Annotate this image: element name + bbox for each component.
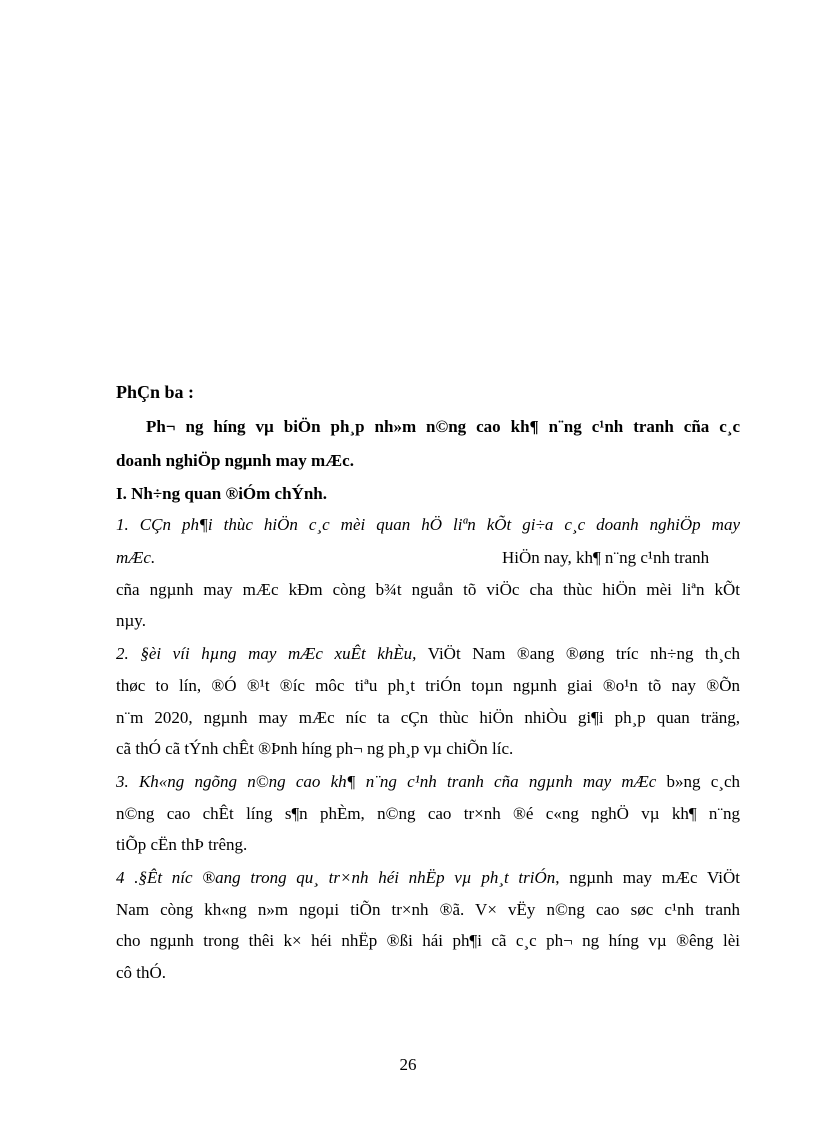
item-1-text-2: HiÖn nay, kh¶ n¨ng c¹nh tranh	[502, 548, 710, 567]
item-2-line-3: n¨m 2020, ngµnh may mÆc níc ta cÇn thùc hiÖn nhiÒu gi¶i ph¸p quan träng,	[116, 708, 740, 727]
item-4-text-1: , ngµnh may mÆc ViÖt	[555, 868, 740, 887]
item-2-line-1	[116, 644, 740, 664]
item-4-lead: 4 .§Êt níc ®ang trong qu¸ tr×nh héi nhËp vµ ph¸t triÓn	[116, 868, 556, 887]
item-1-lead-line-1: 1. CÇn ph¶i thùc hiÖn c¸c mèi quan hÖ liªn kÕt gi÷a c¸c doanh nghiÖp may	[116, 515, 740, 534]
item-2-text-1: ViÖt Nam ®ang ®øng tríc nh÷ng th¸ch	[416, 644, 740, 663]
item-4-line-4: cô thÓ.	[116, 963, 167, 982]
item-3-line-3: tiÕp cËn thÞ trêng.	[116, 835, 248, 854]
item-1-line-3: cña ngµnh may mÆc kÐm còng b¾t nguån tõ viÖc cha thùc hiÖn mèi liªn kÕt	[116, 580, 740, 599]
part-heading: I. Nh÷ng quan ®iÓm chÝnh.	[116, 484, 327, 503]
item-3-line-2: n©ng cao chÊt líng s¶n phÈm, n©ng cao tr×nh ®é c«ng nghÖ vµ kh¶ n¨ng	[116, 804, 740, 823]
chapter-title-line-1: Ph¬ ng híng vµ biÖn ph¸p nh»m n©ng cao kh¶ n¨ng c¹nh tranh cña c¸c	[146, 417, 740, 436]
item-1-lead-line-2: mÆc.	[116, 548, 156, 567]
item-2-line-2: thøc to lín, ®Ó ®¹t ®íc môc tiªu ph¸t triÓn toµn ngµnh giai ®o¹n tõ nay ®Õn	[116, 676, 740, 695]
item-3-lead: 3. Kh«ng ngõng n©ng cao kh¶ n¨ng c¹nh tranh cña ngµnh may mÆc	[116, 772, 657, 791]
page-number: 26	[399, 1055, 417, 1074]
section-title: PhÇn ba :	[116, 382, 195, 402]
item-3-line-1	[116, 772, 740, 792]
item-4-line-2: Nam còng kh«ng n»m ngoµi tiÕn tr×nh ®ã. V× vËy n©ng cao søc c¹nh tranh	[116, 900, 740, 919]
item-2-line-4: cã thÓ cã tÝnh chÊt ®Þnh híng ph¬ ng ph¸p vµ chiÕn líc.	[116, 739, 514, 758]
item-4-line-1	[116, 868, 740, 888]
item-2-lead: 2. §èi víi hµng may mÆc xuÊt khÈu,	[116, 644, 417, 663]
item-4-line-3: cho ngµnh trong thêi k× héi nhËp ®ßi hái ph¶i cã c¸c ph¬ ng híng vµ ®êng lèi	[116, 931, 740, 950]
item-1-line-4: nµy.	[116, 611, 146, 630]
item-3-text-1: b»ng c¸ch	[656, 772, 740, 791]
item-1-line-2	[116, 548, 740, 568]
chapter-title-line-2: doanh nghiÖp ngµnh may mÆc.	[116, 451, 354, 470]
